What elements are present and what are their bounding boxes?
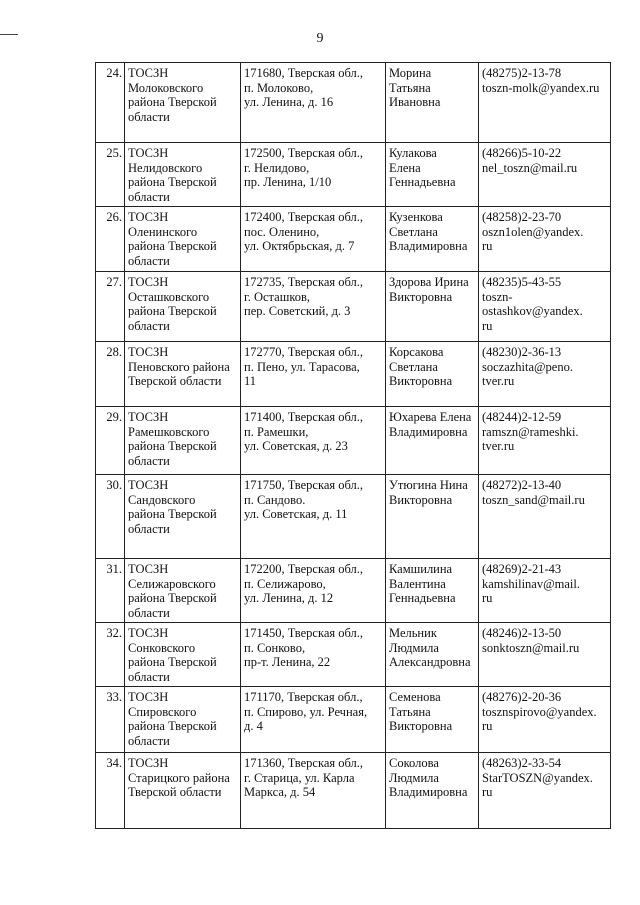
contact-person-cell: Мельник Людмила Александровна (386, 623, 479, 687)
contact-person-cell: Морина Татьяна Ивановна (386, 63, 479, 143)
table-row (96, 753, 611, 829)
organization-cell: ТОСЗН Пеновского района Тверской области (125, 342, 241, 407)
address-cell: 172735, Тверская обл., г. Осташков, пер. Советский, д. 3 (241, 272, 386, 342)
table-row (96, 342, 611, 407)
contact-person-cell: Кулакова Елена Геннадьевна (386, 143, 479, 207)
organization-cell: ТОСЗН Оленинского района Тверской области (125, 207, 241, 272)
organization-cell: ТОСЗН Селижаровского района Тверской области (125, 559, 241, 623)
address-cell: 171750, Тверская обл., п. Сандово. ул. Советская, д. 11 (241, 475, 386, 559)
page-number: 9 (316, 31, 324, 46)
row-number: 27. (96, 272, 125, 342)
row-number: 26. (96, 207, 125, 272)
organization-cell: ТОСЗН Сандовского района Тверской области (125, 475, 241, 559)
phone-email-cell: (48230)2-36-13 soczazhita@peno. tver.ru (479, 342, 611, 407)
table-row (96, 143, 611, 207)
organization-cell: ТОСЗН Сонковского района Тверской области (125, 623, 241, 687)
contact-person-cell: Утюгина Нина Викторовна (386, 475, 479, 559)
row-number: 28. (96, 342, 125, 407)
address-cell: 172500, Тверская обл., г. Нелидово, пр. Ленина, 1/10 (241, 143, 386, 207)
contacts-table-body (96, 63, 611, 829)
phone-email-cell: (48276)2-20-36 tosznspirovo@yandex. ru (479, 687, 611, 753)
table-row (96, 207, 611, 272)
phone-email-cell: (48272)2-13-40 toszn_sand@mail.ru (479, 475, 611, 559)
table-row (96, 272, 611, 342)
organization-cell: ТОСЗН Спировского района Тверской области (125, 687, 241, 753)
row-number: 31. (96, 559, 125, 623)
table-row (96, 475, 611, 559)
row-number: 34. (96, 753, 125, 829)
phone-email-cell: (48275)2-13-78 toszn-molk@yandex.ru (479, 63, 611, 143)
address-cell: 171680, Тверская обл., п. Молоково, ул. Ленина, д. 16 (241, 63, 386, 143)
table-row (96, 63, 611, 143)
contact-person-cell: Семенова Татьяна Викторовна (386, 687, 479, 753)
organization-cell: ТОСЗН Нелидовского района Тверской области (125, 143, 241, 207)
contact-person-cell: Соколова Людмила Владимировна (386, 753, 479, 829)
address-cell: 171170, Тверская обл., п. Спирово, ул. Речная, д. 4 (241, 687, 386, 753)
phone-email-cell: (48266)5-10-22 nel_toszn@mail.ru (479, 143, 611, 207)
address-cell: 172770, Тверская обл., п. Пено, ул. Тарасова, 11 (241, 342, 386, 407)
table-row (96, 559, 611, 623)
phone-email-cell: (48258)2-23-70 oszn1olen@yandex. ru (479, 207, 611, 272)
organization-cell: ТОСЗН Рамешковского района Тверской области (125, 407, 241, 475)
row-number: 29. (96, 407, 125, 475)
row-number: 30. (96, 475, 125, 559)
phone-email-cell: (48246)2-13-50 sonktoszn@mail.ru (479, 623, 611, 687)
phone-email-cell: (48235)5-43-55 toszn- ostashkov@yandex. ru (479, 272, 611, 342)
organization-cell: ТОСЗН Молоковского района Тверской области (125, 63, 241, 143)
address-cell: 171450, Тверская обл., п. Сонково, пр-т. Ленина, 22 (241, 623, 386, 687)
contact-person-cell: Юхарева Елена Владимировна (386, 407, 479, 475)
phone-email-cell: (48269)2-21-43 kamshilinav@mail. ru (479, 559, 611, 623)
address-cell: 171400, Тверская обл., п. Рамешки, ул. Советская, д. 23 (241, 407, 386, 475)
phone-email-cell: (48244)2-12-59 ramszn@rameshki. tver.ru (479, 407, 611, 475)
row-number: 32. (96, 623, 125, 687)
organization-cell: ТОСЗН Осташковского района Тверской области (125, 272, 241, 342)
organization-cell: ТОСЗН Старицкого района Тверской области (125, 753, 241, 829)
row-number: 25. (96, 143, 125, 207)
phone-email-cell: (48263)2-33-54 StarTOSZN@yandex. ru (479, 753, 611, 829)
contact-person-cell: Камшилина Валентина Геннадьевна (386, 559, 479, 623)
table-row (96, 623, 611, 687)
contact-person-cell: Корсакова Светлана Викторовна (386, 342, 479, 407)
table-row (96, 407, 611, 475)
address-cell: 172400, Тверская обл., пос. Оленино, ул. Октябрьская, д. 7 (241, 207, 386, 272)
address-cell: 172200, Тверская обл., п. Селижарово, ул. Ленина, д. 12 (241, 559, 386, 623)
row-number: 33. (96, 687, 125, 753)
contact-person-cell: Кузенкова Светлана Владимировна (386, 207, 479, 272)
table-row (96, 687, 611, 753)
contacts-table (95, 62, 611, 829)
contact-person-cell: Здорова Ирина Викторовна (386, 272, 479, 342)
row-number: 24. (96, 63, 125, 143)
address-cell: 171360, Тверская обл., г. Старица, ул. Карла Маркса, д. 54 (241, 753, 386, 829)
